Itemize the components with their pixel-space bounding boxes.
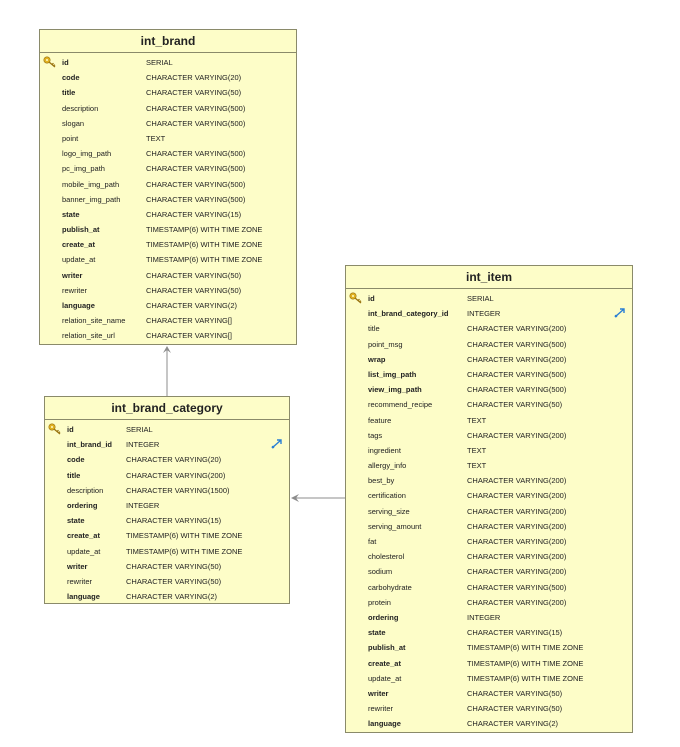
column-type: CHARACTER VARYING(200) xyxy=(467,324,567,334)
column-type: CHARACTER VARYING(200) xyxy=(467,567,567,577)
column-name: id xyxy=(368,294,375,303)
column-type: CHARACTER VARYING(500) xyxy=(146,194,246,204)
column-name: cholesterol xyxy=(368,552,405,562)
column-type: CHARACTER VARYING(2) xyxy=(467,719,558,729)
column-name: rewriter xyxy=(62,285,88,295)
column-name: recommend_recipe xyxy=(368,400,433,410)
column-type: CHARACTER VARYING(50) xyxy=(467,400,563,410)
column-type: TEXT xyxy=(467,445,487,455)
column-name: writer xyxy=(67,561,88,571)
column-type: CHARACTER VARYING(500) xyxy=(467,339,567,349)
column-name: create_at xyxy=(368,658,401,668)
column-name: update_at xyxy=(67,546,101,556)
column-type: CHARACTER VARYING(15) xyxy=(467,628,563,638)
column-name: serving_amount xyxy=(368,521,422,531)
column-name: title xyxy=(368,324,380,334)
column-type: INTEGER xyxy=(467,612,501,622)
column-name: language xyxy=(67,592,100,602)
column-type: CHARACTER VARYING[] xyxy=(146,331,232,341)
column-name: slogan xyxy=(62,118,85,128)
column-type: CHARACTER VARYING(500) xyxy=(146,118,246,128)
column-name: certification xyxy=(368,491,406,501)
column-type: CHARACTER VARYING(200) xyxy=(467,491,567,501)
table-title: int_brand_category xyxy=(45,397,289,420)
column-type: CHARACTER VARYING(50) xyxy=(467,704,563,714)
column-name: update_at xyxy=(62,255,96,265)
column-name: state xyxy=(67,516,85,526)
column-name: id xyxy=(67,425,74,434)
column-name: language xyxy=(368,719,401,729)
column-type: CHARACTER VARYING(15) xyxy=(126,516,222,526)
column-name: id xyxy=(62,58,69,67)
column-name: serving_size xyxy=(368,506,410,516)
column-name: update_at xyxy=(368,673,402,683)
table-title: int_item xyxy=(346,266,632,289)
column-type: CHARACTER VARYING(200) xyxy=(467,552,567,562)
column-name: banner_img_path xyxy=(62,194,121,204)
column-name: code xyxy=(62,73,80,83)
column-type: CHARACTER VARYING(15) xyxy=(146,209,242,219)
column-name: state xyxy=(368,628,386,638)
column-type: CHARACTER VARYING(200) xyxy=(467,430,567,440)
column-type: TIMESTAMP(6) WITH TIME ZONE xyxy=(126,546,243,556)
column-name: sodium xyxy=(368,567,393,577)
column-type: CHARACTER VARYING(200) xyxy=(467,521,567,531)
column-name: relation_site_url xyxy=(62,331,115,341)
column-name: point_msg xyxy=(368,339,403,349)
relation-category-to-brand[interactable] xyxy=(163,346,171,396)
column-type: CHARACTER VARYING(500) xyxy=(467,582,567,592)
column-type: SERIAL xyxy=(467,294,494,303)
column-type: CHARACTER VARYING(500) xyxy=(146,164,246,174)
relation-item-to-category[interactable] xyxy=(291,494,345,502)
column-name: code xyxy=(67,455,85,465)
column-type: CHARACTER VARYING(2) xyxy=(126,592,217,602)
column-type: CHARACTER VARYING(20) xyxy=(146,73,242,83)
column-name: create_at xyxy=(62,240,95,250)
column-name: state xyxy=(62,209,80,219)
column-name: publish_at xyxy=(368,643,406,653)
column-type: CHARACTER VARYING(500) xyxy=(467,385,567,395)
column-name: wrap xyxy=(368,354,386,364)
column-name: ordering xyxy=(67,500,98,510)
column-type: CHARACTER VARYING(50) xyxy=(146,285,242,295)
column-name: rewriter xyxy=(67,576,93,586)
column-name: point xyxy=(62,133,79,143)
column-name: pc_img_path xyxy=(62,164,105,174)
column-type: CHARACTER VARYING(200) xyxy=(467,537,567,546)
column-name: description xyxy=(67,485,104,495)
column-type: CHARACTER VARYING(200) xyxy=(467,506,567,516)
column-type: TEXT xyxy=(467,415,487,425)
column-type: TEXT xyxy=(146,133,166,143)
column-name: relation_site_name xyxy=(62,316,126,326)
column-type: CHARACTER VARYING(2) xyxy=(146,301,237,310)
column-type: CHARACTER VARYING(1500) xyxy=(126,485,230,495)
column-name: allergy_info xyxy=(368,461,407,471)
column-name: feature xyxy=(368,415,392,425)
column-name: view_img_path xyxy=(368,385,422,395)
column-name: fat xyxy=(368,537,377,546)
column-type: CHARACTER VARYING(200) xyxy=(126,470,226,480)
column-type: INTEGER xyxy=(467,309,501,319)
column-name: create_at xyxy=(67,531,100,541)
column-type: CHARACTER VARYING(200) xyxy=(467,476,567,486)
table-title: int_brand xyxy=(40,30,296,53)
column-name: int_brand_category_id xyxy=(368,309,449,319)
column-type: TIMESTAMP(6) WITH TIME ZONE xyxy=(467,673,584,683)
column-type: CHARACTER VARYING(500) xyxy=(146,149,246,159)
column-name: int_brand_id xyxy=(67,440,113,450)
column-type: TIMESTAMP(6) WITH TIME ZONE xyxy=(126,531,243,541)
column-name: ingredient xyxy=(368,445,401,455)
column-name: logo_img_path xyxy=(62,149,112,159)
column-name: protein xyxy=(368,597,391,607)
column-name: list_img_path xyxy=(368,369,417,379)
column-type: CHARACTER VARYING(50) xyxy=(146,270,242,280)
column-type: TIMESTAMP(6) WITH TIME ZONE xyxy=(146,225,263,235)
column-type: TIMESTAMP(6) WITH TIME ZONE xyxy=(467,643,584,653)
column-type: TIMESTAMP(6) WITH TIME ZONE xyxy=(467,658,584,668)
column-type: CHARACTER VARYING(200) xyxy=(467,354,567,364)
column-name: language xyxy=(62,301,95,310)
column-type: CHARACTER VARYING(500) xyxy=(146,179,246,189)
column-name: mobile_img_path xyxy=(62,179,120,189)
column-type: CHARACTER VARYING(50) xyxy=(126,561,222,571)
column-type: CHARACTER VARYING[] xyxy=(146,316,232,326)
column-type: INTEGER xyxy=(126,440,160,450)
column-name: title xyxy=(62,88,76,98)
column-type: CHARACTER VARYING(200) xyxy=(467,597,567,607)
column-type: CHARACTER VARYING(50) xyxy=(146,88,242,98)
column-name: best_by xyxy=(368,476,395,486)
column-type: TEXT xyxy=(467,461,487,471)
column-name: writer xyxy=(62,270,83,280)
column-type: TIMESTAMP(6) WITH TIME ZONE xyxy=(146,255,263,265)
column-type: TIMESTAMP(6) WITH TIME ZONE xyxy=(146,240,263,250)
column-name: title xyxy=(67,470,81,480)
column-name: rewriter xyxy=(368,704,394,714)
column-type: CHARACTER VARYING(500) xyxy=(146,103,246,113)
column-type: SERIAL xyxy=(126,425,153,434)
column-type: CHARACTER VARYING(50) xyxy=(126,576,222,586)
column-name: publish_at xyxy=(62,225,100,235)
column-name: carbohydrate xyxy=(368,582,412,592)
column-type: CHARACTER VARYING(50) xyxy=(467,688,563,698)
column-name: writer xyxy=(368,688,389,698)
column-type: INTEGER xyxy=(126,500,160,510)
column-type: CHARACTER VARYING(500) xyxy=(467,369,567,379)
column-name: ordering xyxy=(368,612,399,622)
column-name: tags xyxy=(368,430,383,440)
column-type: SERIAL xyxy=(146,58,173,67)
column-name: description xyxy=(62,103,99,113)
column-type: CHARACTER VARYING(20) xyxy=(126,455,222,465)
